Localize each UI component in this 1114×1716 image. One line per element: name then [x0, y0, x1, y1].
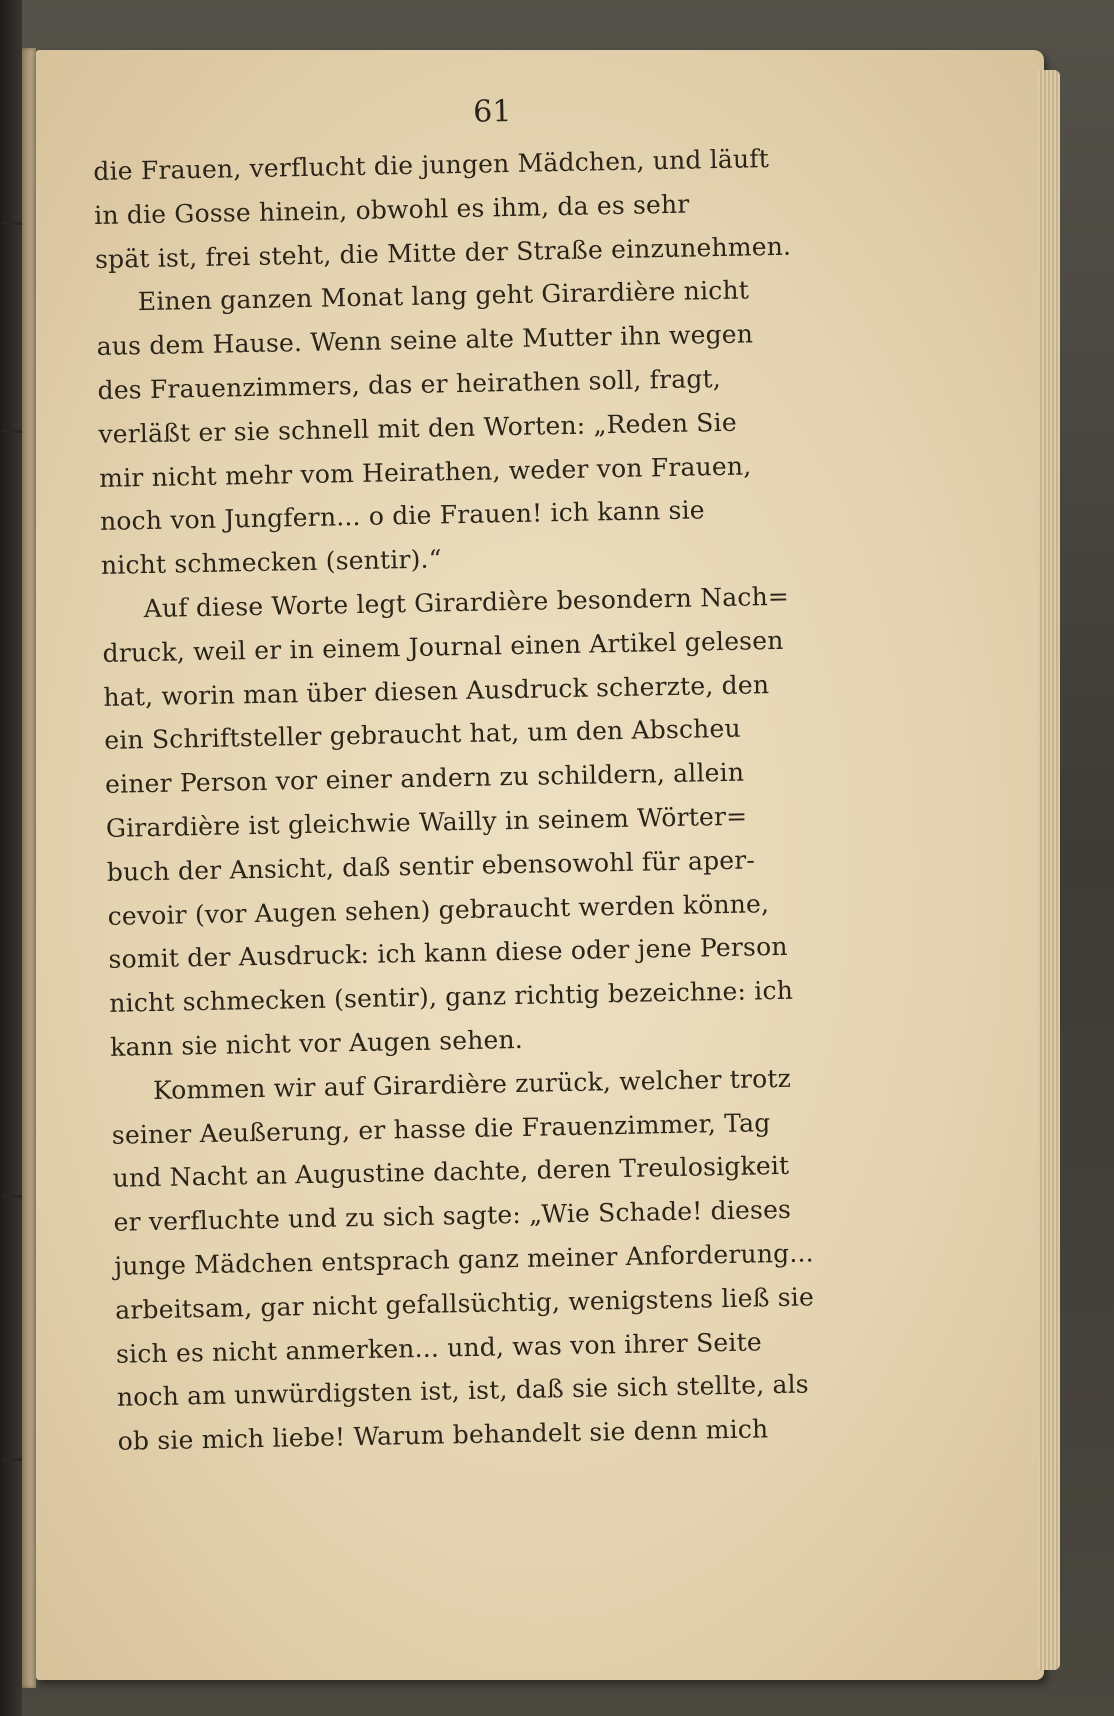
- text-line: und Nacht an Augustine dachte, deren Treulosigkeit: [112, 1151, 790, 1194]
- text-line: Kommen wir auf Girardière zurück, welcher trotz: [152, 1063, 792, 1105]
- text-line: verläßt er sie schnell mit den Worten: „Reden Sie: [98, 407, 738, 449]
- text-line: ob sie mich liebe! Warum behandelt sie denn mich: [117, 1414, 769, 1456]
- text-line: hat, worin man über diesen Ausdruck scherzte, den: [103, 669, 770, 712]
- text-line: noch am unwürdigsten ist, ist, daß sie sich stellte, als: [116, 1369, 810, 1413]
- text-line: cevoir (vor Augen sehen) gebraucht werden könne,: [107, 888, 770, 931]
- text-line: arbeitsam, gar nicht gefallsüchtig, wenigstens ließ sie: [114, 1282, 815, 1325]
- text-line: kann sie nicht vor Augen sehen.: [109, 1024, 524, 1062]
- text-line: somit der Ausdruck: ich kann diese oder jene Person: [108, 932, 788, 975]
- text-line: junge Mädchen entsprach ganz meiner Anforderung...: [114, 1238, 814, 1281]
- text-line: des Frauenzimmers, das er heirathen soll, fragt,: [97, 363, 722, 405]
- text-line: spät ist, frei steht, die Mitte der Straße einzunehmen.: [94, 231, 792, 274]
- text-line: aus dem Hause. Wenn seine alte Mutter ihn wegen: [96, 319, 754, 362]
- book-gutter: [22, 48, 36, 1688]
- text-line: nicht schmecken (sentir).“: [100, 544, 442, 581]
- text-line: mir nicht mehr vom Heirathen, weder von Frauen,: [98, 450, 752, 493]
- text-line: sich es nicht anmerken... und, was von ihrer Seite: [115, 1326, 763, 1369]
- text-line: druck, weil er in einem Journal einen Artikel gelesen: [102, 625, 784, 668]
- page-text: [92, 85, 918, 1464]
- text-line: die Frauen, verflucht die jungen Mädchen, und läuft: [93, 144, 770, 186]
- text-line: Einen ganzen Monat lang geht Girardière nicht: [137, 275, 750, 317]
- text-line: Auf diese Worte legt Girardière besondern Nach=: [143, 581, 790, 624]
- text-line: Girardière ist gleichwie Wailly in seinem Wörter=: [105, 801, 748, 843]
- text-line: nicht schmecken (sentir), ganz richtig bezeichne: ich: [109, 975, 794, 1018]
- text-line: buch der Ansicht, daß sentir ebensowohl für aper-: [106, 845, 756, 887]
- text-line: einer Person vor einer andern zu schildern, allein: [104, 757, 745, 800]
- page-number: 61: [472, 93, 512, 130]
- page-edges: [1038, 70, 1060, 1670]
- text-line: in die Gosse hinein, obwohl es ihm, da es sehr: [93, 189, 690, 230]
- text-line: er verfluchte und zu sich sagte: „Wie Schade! dieses: [113, 1194, 792, 1237]
- text-line: noch von Jungfern... o die Frauen! ich kann sie: [99, 495, 706, 537]
- text-line: seiner Aeußerung, er hasse die Frauenzimmer, Tag: [111, 1107, 771, 1150]
- text-line: ein Schriftsteller gebraucht hat, um den Abscheu: [104, 714, 742, 756]
